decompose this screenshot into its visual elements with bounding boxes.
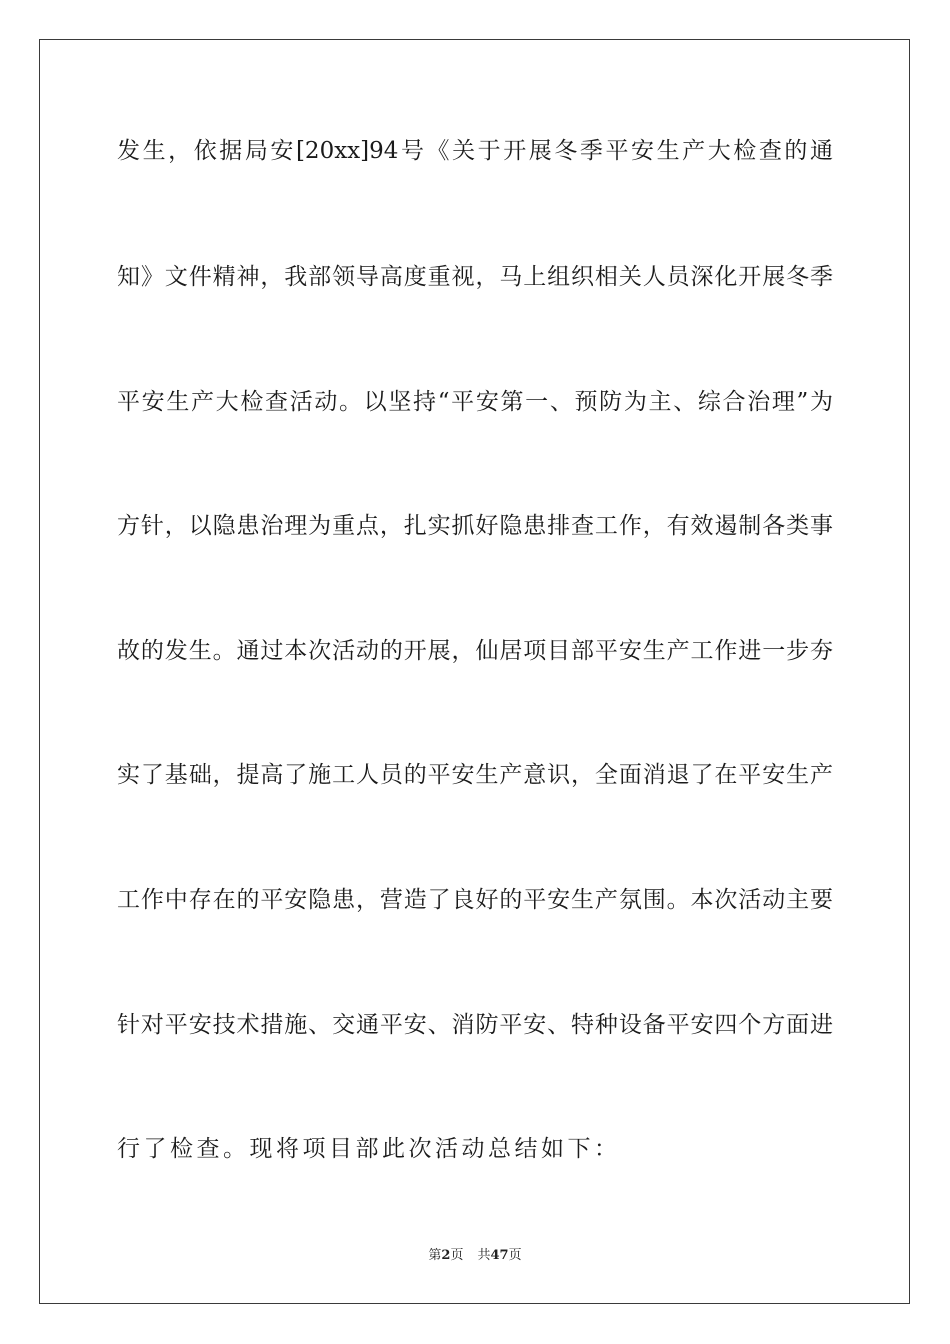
page-footer bbox=[0, 1247, 950, 1265]
body-text-line: 故的发生。通过本次活动的开展，仙居项目部平安生产工作进一步夯 bbox=[117, 638, 833, 664]
body-text-line: 平安生产大检查活动。以坚持“平安第一、预防为主、综合治理”为 bbox=[117, 389, 833, 415]
page-border bbox=[39, 39, 910, 1304]
total-suffix: 页 bbox=[508, 1248, 522, 1263]
body-text-line: 行了检查。现将项目部此次活动总结如下： bbox=[117, 1136, 621, 1162]
body-text-line: 发生，依据局安[20xx]94号《关于开展冬季平安生产大检查的通 bbox=[117, 138, 833, 164]
body-text-line: 方针，以隐患治理为重点，扎实抓好隐患排查工作，有效遏制各类事 bbox=[117, 513, 833, 539]
total-pages: 47 bbox=[490, 1248, 509, 1263]
body-text-line: 针对平安技术措施、交通平安、消防平安、特种设备平安四个方面进 bbox=[117, 1012, 833, 1038]
page-prefix: 第 bbox=[428, 1248, 442, 1263]
body-text-line: 工作中存在的平安隐患，营造了良好的平安生产氛围。本次活动主要 bbox=[117, 887, 833, 913]
total-prefix: 共 bbox=[477, 1248, 491, 1263]
page-number: 2 bbox=[441, 1248, 451, 1263]
body-text-line: 实了基础，提高了施工人员的平安生产意识，全面消退了在平安生产 bbox=[117, 762, 833, 788]
body-text-line: 知》文件精神，我部领导高度重视，马上组织相关人员深化开展冬季 bbox=[117, 264, 833, 290]
page-suffix: 页 bbox=[450, 1248, 464, 1263]
